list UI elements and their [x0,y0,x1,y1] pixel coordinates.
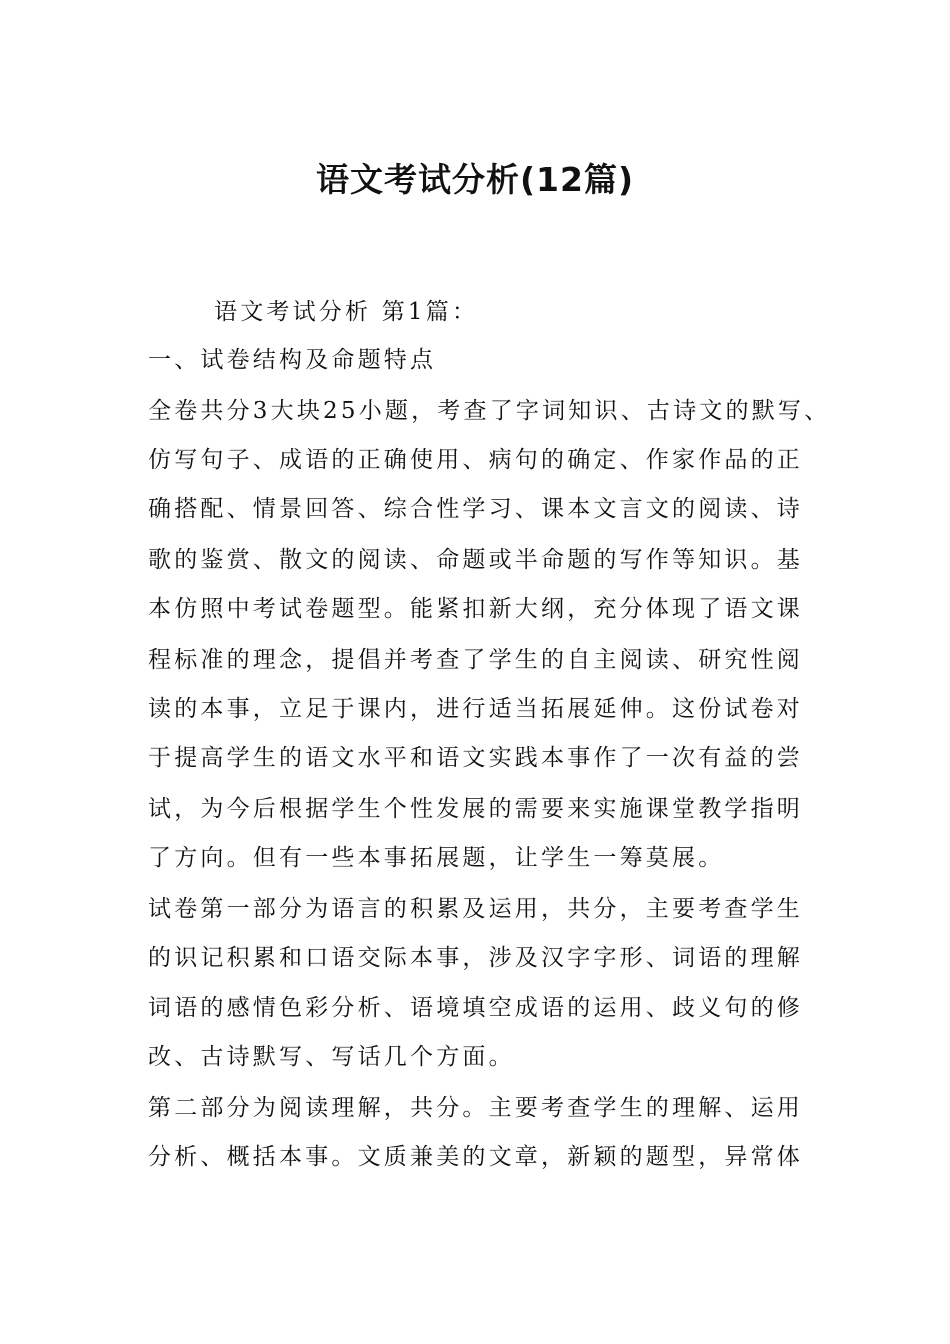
text-line: 分析、概括本事。文质兼美的文章，新颖的题型，异常体 [148,1144,803,1170]
text-line: 全卷共分3大块25小题，考查了字词知识、古诗文的默写、 [148,398,831,424]
text-line: 改、古诗默写、写话几个方面。 [148,1044,515,1070]
text-line: 试，为今后根据学生个性发展的需要来实施课堂教学指明 [148,796,803,822]
text-line: 确搭配、情景回答、综合性学习、课本文言文的阅读、诗 [148,496,803,522]
text-line: 试卷第一部分为语言的积累及运用，共分，主要考查学生 [148,896,803,922]
text-line: 读的本事，立足于课内，进行适当拓展延伸。这份试卷对 [148,696,803,722]
text-line: 歌的鉴赏、散文的阅读、命题或半命题的写作等知识。基 [148,547,803,573]
text-line: 一、试卷结构及命题特点 [148,347,437,373]
text-line: 的识记积累和口语交际本事，涉及汉字字形、词语的理解 [148,945,803,971]
text-line: 本仿照中考试卷题型。能紧扣新大纲，充分体现了语文课 [148,596,803,622]
document-title: 语文考试分析(12篇) [315,160,635,199]
text-line: 词语的感情色彩分析、语境填空成语的运用、歧义句的修 [148,995,803,1021]
text-line: 于提高学生的语文水平和语文实践本事作了一次有益的尝 [148,745,803,771]
text-line: 仿写句子、成语的正确使用、病句的确定、作家作品的正 [148,447,803,473]
text-line: 第二部分为阅读理解，共分。主要考查学生的理解、运用 [148,1095,803,1121]
text-line: 了方向。但有一些本事拓展题，让学生一筹莫展。 [148,845,725,871]
text-line: 程标准的理念，提倡并考查了学生的自主阅读、研究性阅 [148,647,803,673]
section-heading: 语文考试分析 第1篇： [214,299,479,325]
